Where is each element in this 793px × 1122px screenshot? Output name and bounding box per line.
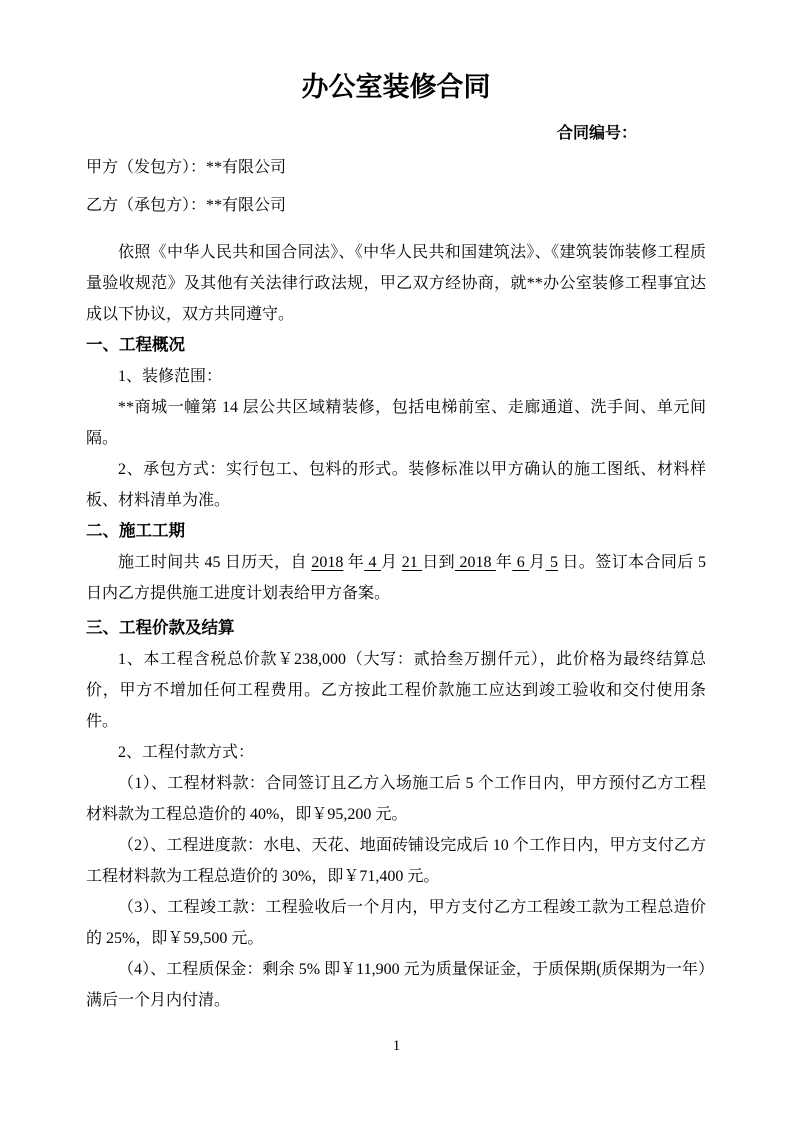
paragraph-completion-payment: （3）、工程竣工款：工程验收后一个月内，甲方支付乙方工程竣工款为工程总造价的 25%，即￥59,500 元。 xyxy=(86,899,706,947)
section-heading-construction-schedule: 二、施工工期 xyxy=(86,522,185,540)
paragraph-construction-period xyxy=(86,547,706,609)
paragraph-total-price: 1、本工程含税总价款￥238,000（大写：贰拾叁万捌仟元），此价格为最终结算总价，甲方不增加任何工程费用。乙方按此工程价款施工应达到竣工验收和交付使用条件。 xyxy=(86,651,706,730)
period-text-month-label: 月 xyxy=(380,554,402,571)
start-year-field: 2018 xyxy=(311,554,344,571)
period-text-tail: 日。签订本合同后 5 日内乙方提供施工进度计划表给甲方备案。 xyxy=(86,554,707,602)
end-month-field: 6 xyxy=(512,554,530,571)
period-text-year-label-2: 年 xyxy=(495,554,513,571)
period-text-year-label: 年 xyxy=(343,554,365,571)
paragraph-renovation-scope-detail: **商城一幢第 14 层公共区域精装修，包括电梯前室、走廊通道、洗手间、单元间隔。 xyxy=(86,399,706,447)
section-heading-price-settlement: 三、工程价款及结算 xyxy=(86,619,235,637)
preamble-paragraph: 依照《中华人民共和国合同法》、《中华人民共和国建筑法》、《建筑装饰装修工程质量验收规范》及其他有关法律行政法规，甲乙双方经协商，就**办公室装修工程事宜达成以下协议，双方共同遵守。 xyxy=(86,244,706,323)
period-text-to: 日到 xyxy=(422,554,456,571)
paragraph-warranty-retention: （4）、工程质保金：剩余 5% 即￥11,900 元为质量保证金，于质保期(质保期为一年）满后一个月内付清。 xyxy=(86,961,706,1009)
party-a-line: 甲方（发包方）：**有限公司 xyxy=(86,159,287,176)
end-year-field: 2018 xyxy=(455,554,496,571)
document-title: 办公室装修合同 xyxy=(301,72,491,102)
party-b-line: 乙方（承包方）：**有限公司 xyxy=(86,197,287,214)
paragraph-material-payment: （1）、工程材料款：合同签订且乙方入场施工后 5 个工作日内，甲方预付乙方工程材料款为工程总造价的 40%，即￥95,200 元。 xyxy=(86,775,706,823)
paragraph-progress-payment: （2）、工程进度款：水电、天花、地面砖铺设完成后 10 个工作日内，甲方支付乙方工程材料款为工程总造价的 30%，即￥71,400 元。 xyxy=(86,837,706,885)
paragraph-payment-method-label: 2、工程付款方式： xyxy=(118,744,255,761)
contract-number-label: 合同编号： xyxy=(556,125,637,142)
start-day-field: 21 xyxy=(401,554,423,571)
period-text-lead: 施工时间共 45 日历天，自 xyxy=(118,554,312,571)
section-heading-project-overview: 一、工程概况 xyxy=(86,336,185,354)
end-day-field: 5 xyxy=(545,554,558,571)
page-number: 1 xyxy=(392,1038,401,1054)
paragraph-renovation-scope-label: 1、装修范围： xyxy=(118,368,223,385)
period-text-month-label-2: 月 xyxy=(529,554,546,571)
paragraph-contracting-method: 2、承包方式：实行包工、包料的形式。装修标准以甲方确认的施工图纸、材料样板、材料清单为准。 xyxy=(86,461,706,509)
start-month-field: 4 xyxy=(364,554,381,571)
